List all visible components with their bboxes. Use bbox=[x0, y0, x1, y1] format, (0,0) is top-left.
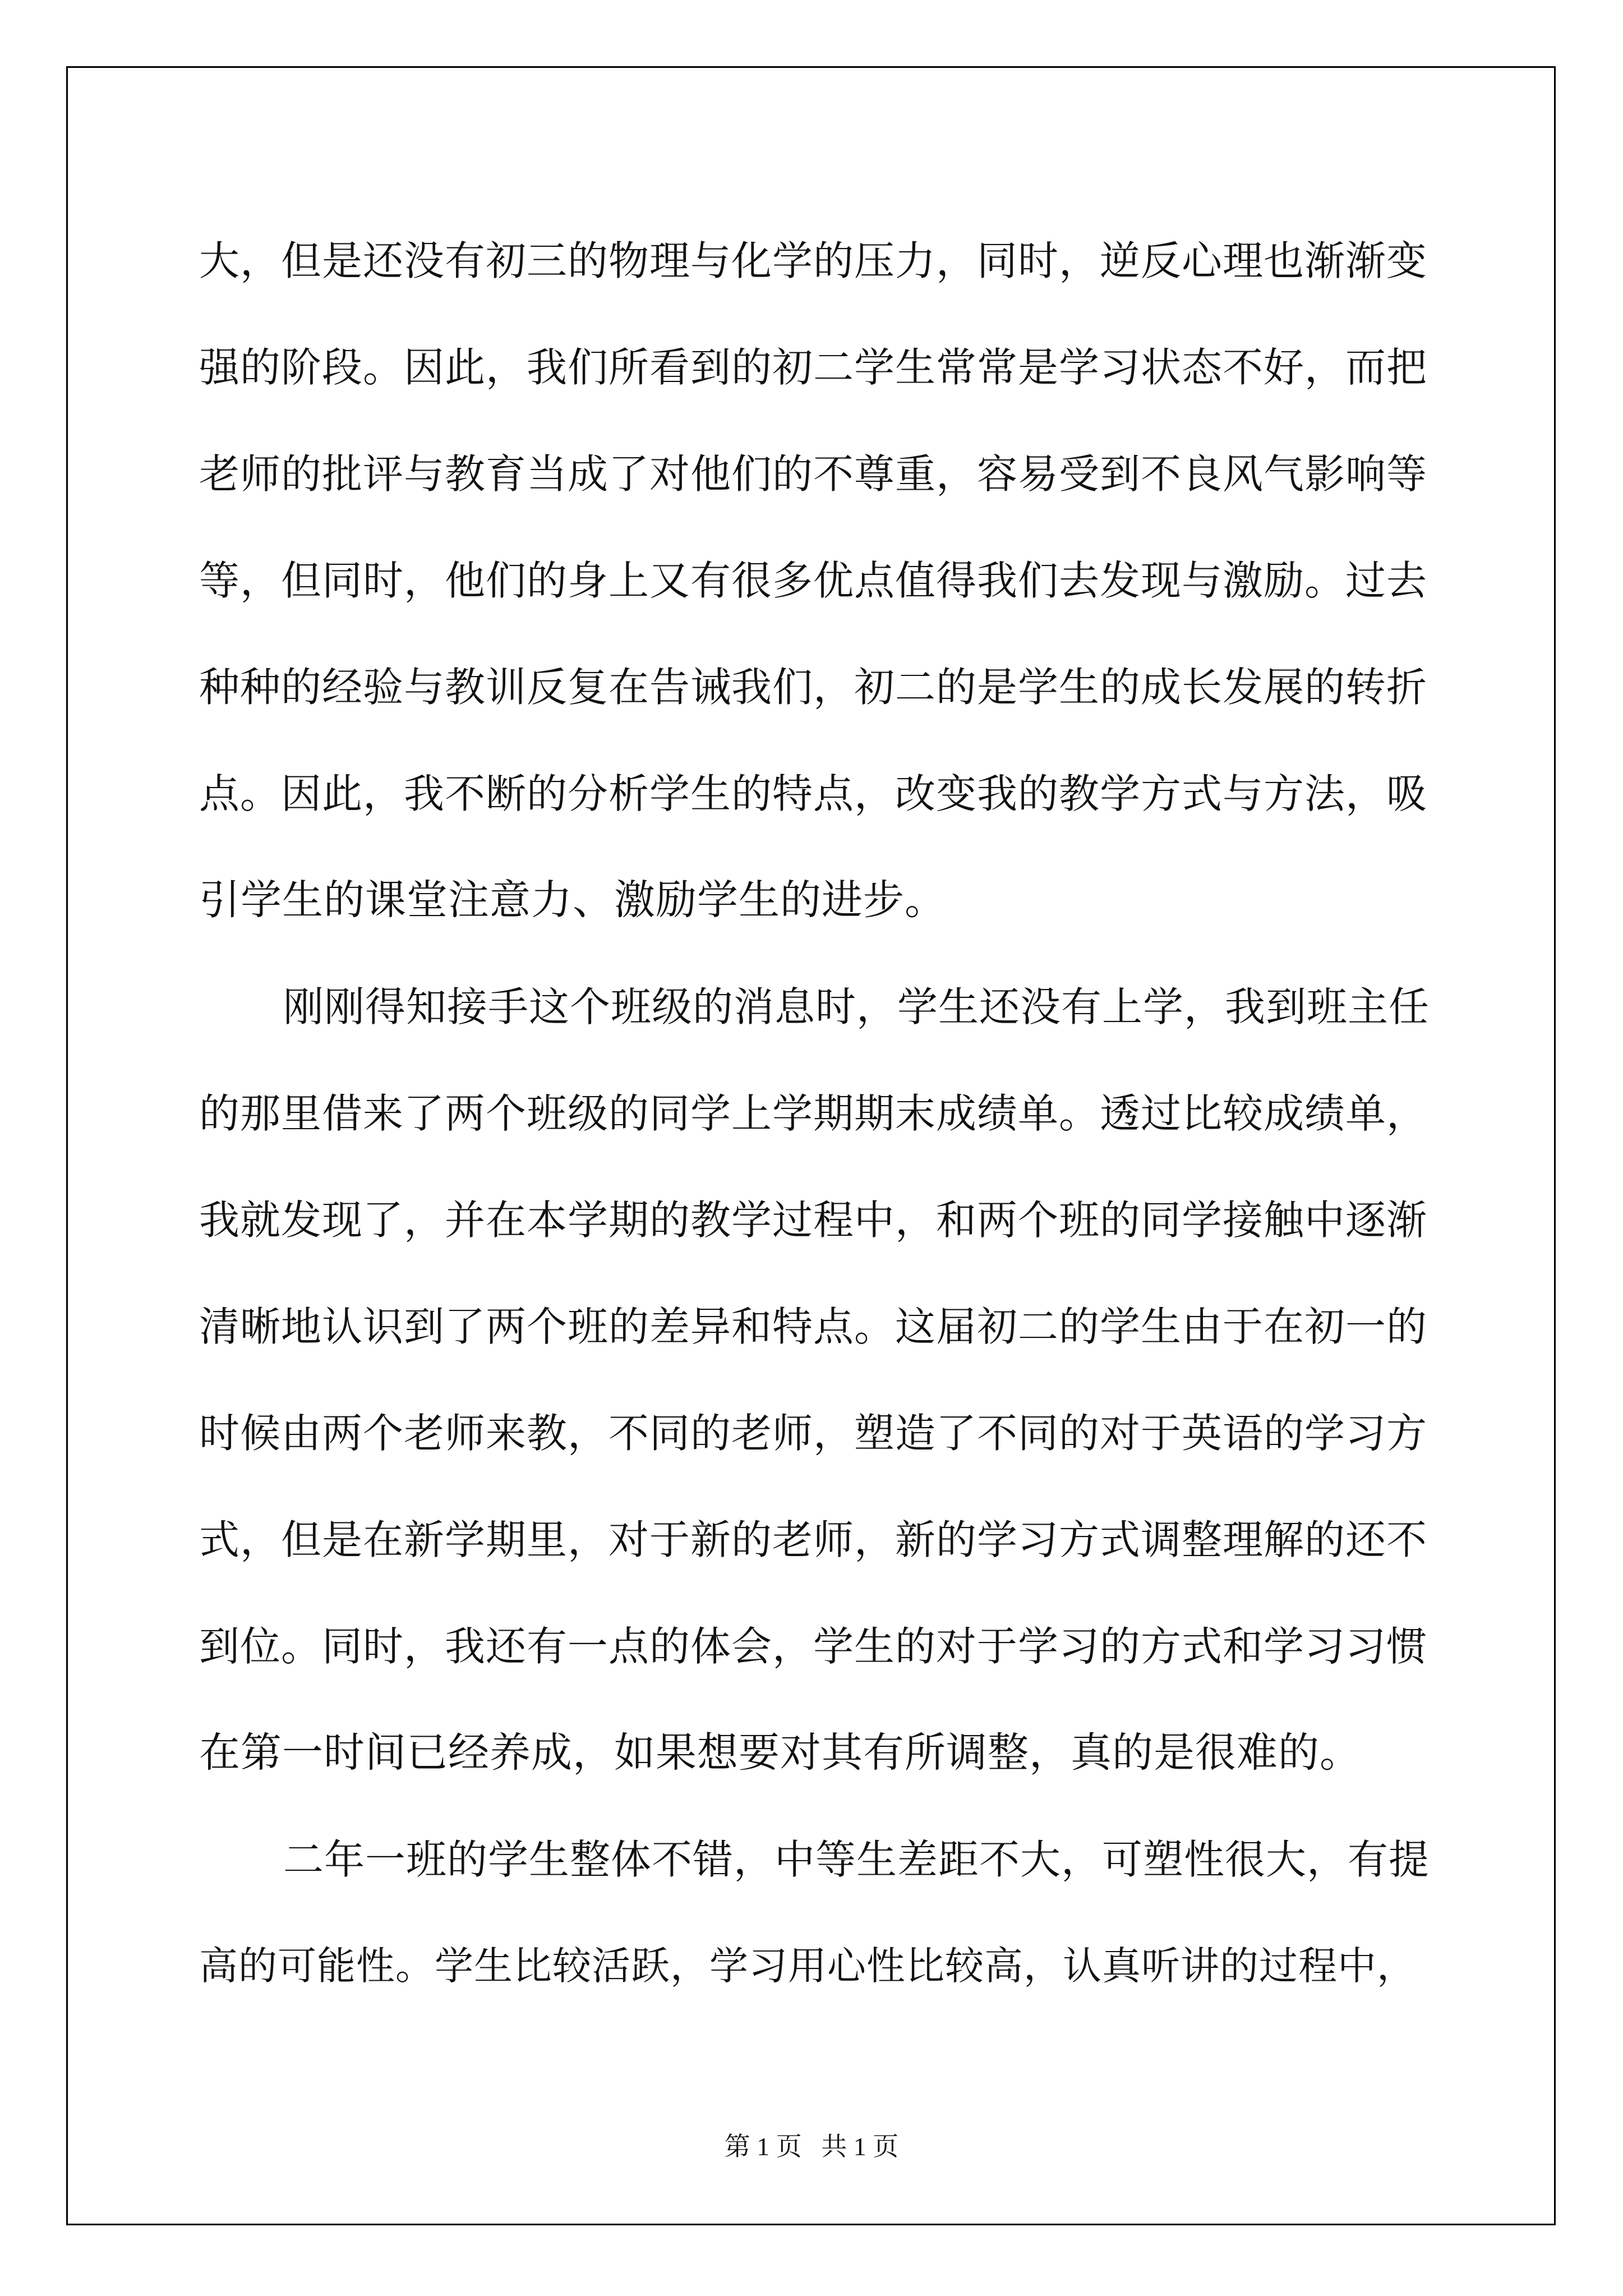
text-line: 到位。同时，我还有一点的体会，学生的对于学习的方式和学习习惯 bbox=[199, 1623, 1428, 1670]
text-line: 的那里借来了两个班级的同学上学期期末成绩单。透过比较成绩单， bbox=[199, 1090, 1428, 1137]
text-line: 大，但是还没有初三的物理与化学的压力，同时，逆反心理也渐渐变 bbox=[199, 237, 1428, 284]
text-line: 二年一班的学生整体不错，中等生差距不大，可塑性很大，有提 bbox=[283, 1836, 1430, 1883]
paragraph-1 bbox=[199, 208, 1433, 954]
text-line: 种种的经验与教训反复在告诫我们，初二的是学生的成长发展的转折 bbox=[199, 664, 1428, 711]
text-line: 式，但是在新学期里，对于新的老师，新的学习方式调整理解的还不 bbox=[199, 1516, 1428, 1563]
text-line: 在第一时间已经养成，如果想要对其有所调整，真的是很难的。 bbox=[199, 1729, 1361, 1777]
text-line: 清晰地认识到了两个班的差异和特点。这届初二的学生由于在初一的 bbox=[199, 1303, 1428, 1350]
text-line: 刚刚得知接手这个班级的消息时，学生还没有上学，我到班主任 bbox=[283, 983, 1430, 1030]
paragraph-3 bbox=[199, 1806, 1433, 2019]
text-line: 我就发现了，并在本学期的教学过程中，和两个班的同学接触中逐渐 bbox=[199, 1197, 1428, 1244]
text-line: 引学生的课堂注意力、激励学生的进步。 bbox=[199, 876, 946, 924]
text-line: 高的可能性。学生比较活跃，学习用心性比较高，认真听讲的过程中， bbox=[199, 1944, 1416, 1989]
text-line: 时候由两个老师来教，不同的老师，塑造了不同的对于英语的学习方 bbox=[199, 1410, 1428, 1457]
text-line: 老师的批评与教育当成了对他们的不尊重，容易受到不良风气影响等 bbox=[199, 450, 1428, 498]
text-line: 强的阶段。因此，我们所看到的初二学生常常是学习状态不好，而把 bbox=[199, 344, 1428, 391]
text-line: 点。因此，我不断的分析学生的特点，改变我的教学方式与方法，吸 bbox=[199, 770, 1428, 817]
paragraph-2 bbox=[199, 954, 1433, 1806]
text-line: 等，但同时，他们的身上又有很多优点值得我们去发现与激励。过去 bbox=[199, 557, 1428, 604]
document-body bbox=[199, 208, 1433, 2019]
page-footer: 第 1 页 共 1 页 bbox=[724, 2132, 899, 2161]
